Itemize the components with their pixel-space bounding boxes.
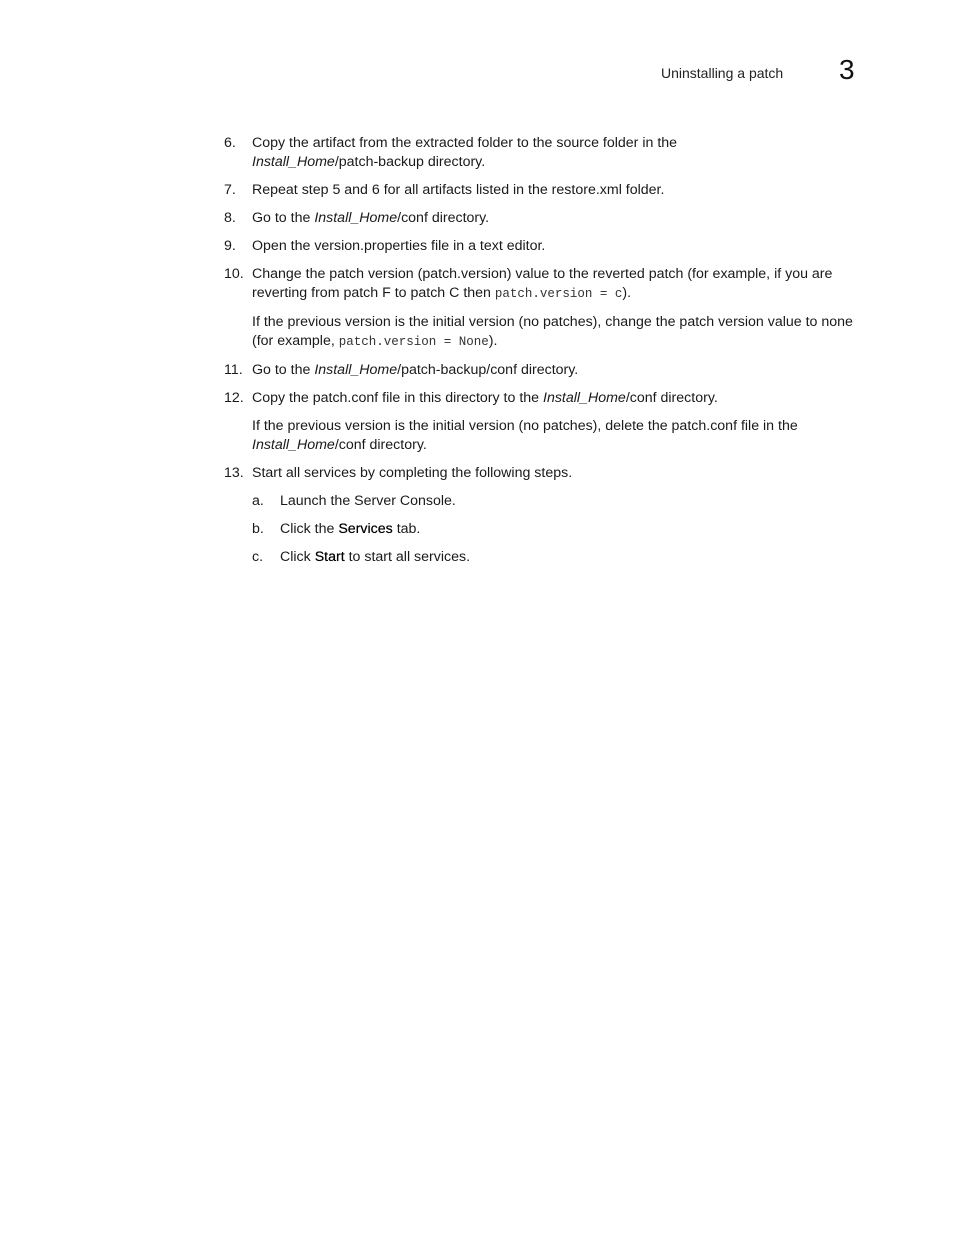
start-button-label: Start [314,549,345,565]
step-number: 13. [224,465,244,481]
section-title: Uninstalling a patch [661,65,784,81]
install-home-path: Install_Home [314,362,398,378]
step-6 [224,134,864,172]
step-text: Start all services by completing the following steps. [252,465,573,481]
step-text: Copy the patch.conf file in this directory to the Install_Home/conf directory. [252,390,718,406]
step-number: 11. [224,362,243,378]
code-snippet: patch.version = None [338,335,489,349]
substep-letter: b. [252,521,264,537]
services-tab-label: Services [338,521,393,537]
step-text: Go to the Install_Home/conf directory. [252,210,490,226]
step-number: 12. [224,390,244,406]
procedure-steps [224,134,864,576]
step-number: 10. [224,266,244,282]
step-number: 8. [224,210,236,226]
step-8 [224,209,864,228]
substep-c [252,548,864,567]
substep-text: Click Start to start all services. [280,549,471,565]
step-7 [224,181,864,200]
install-home-path: Install_Home [314,210,398,226]
step-text: Copy the artifact from the extracted folder to the source folder in the Install_Home/patch-backup directory. [252,135,678,170]
step-note: If the previous version is the initial version (no patches), delete the patch.conf file in the Install_Home/conf directory. [252,418,798,453]
substep-letter: a. [252,493,264,509]
substep-text: Click the Services tab. [280,521,421,537]
substep-letter: c. [252,549,264,565]
step-text: Repeat step 5 and 6 for all artifacts listed in the restore.xml folder. [252,182,665,198]
step-number: 6. [224,135,236,151]
code-snippet: patch.version = c [494,287,623,301]
step-text: Go to the Install_Home/patch-backup/conf directory. [252,362,579,378]
step-text: Open the version.properties file in a text editor. [252,238,546,254]
substep-b [252,520,864,539]
substep-text: Launch the Server Console. [280,493,456,509]
step-11 [224,361,864,380]
install-home-path: Install_Home [252,154,335,170]
step-13 [224,464,864,567]
step-9 [224,237,864,256]
step-10 [224,265,864,352]
step-number: 7. [224,182,236,198]
step-note: If the previous version is the initial version (no patches), change the patch version value to none (for example, patch.version = None). [252,314,853,349]
install-home-path: Install_Home [543,390,626,406]
substep-a [252,492,864,511]
install-home-path: Install_Home [252,437,335,453]
step-number: 9. [224,238,236,254]
step-text: Change the patch version (patch.version) value to the reverted patch (for example, if you are reverting from patch F to patch C then patch.version = c). [252,266,833,301]
chapter-number: 3 [839,54,855,85]
step-12 [224,389,864,455]
